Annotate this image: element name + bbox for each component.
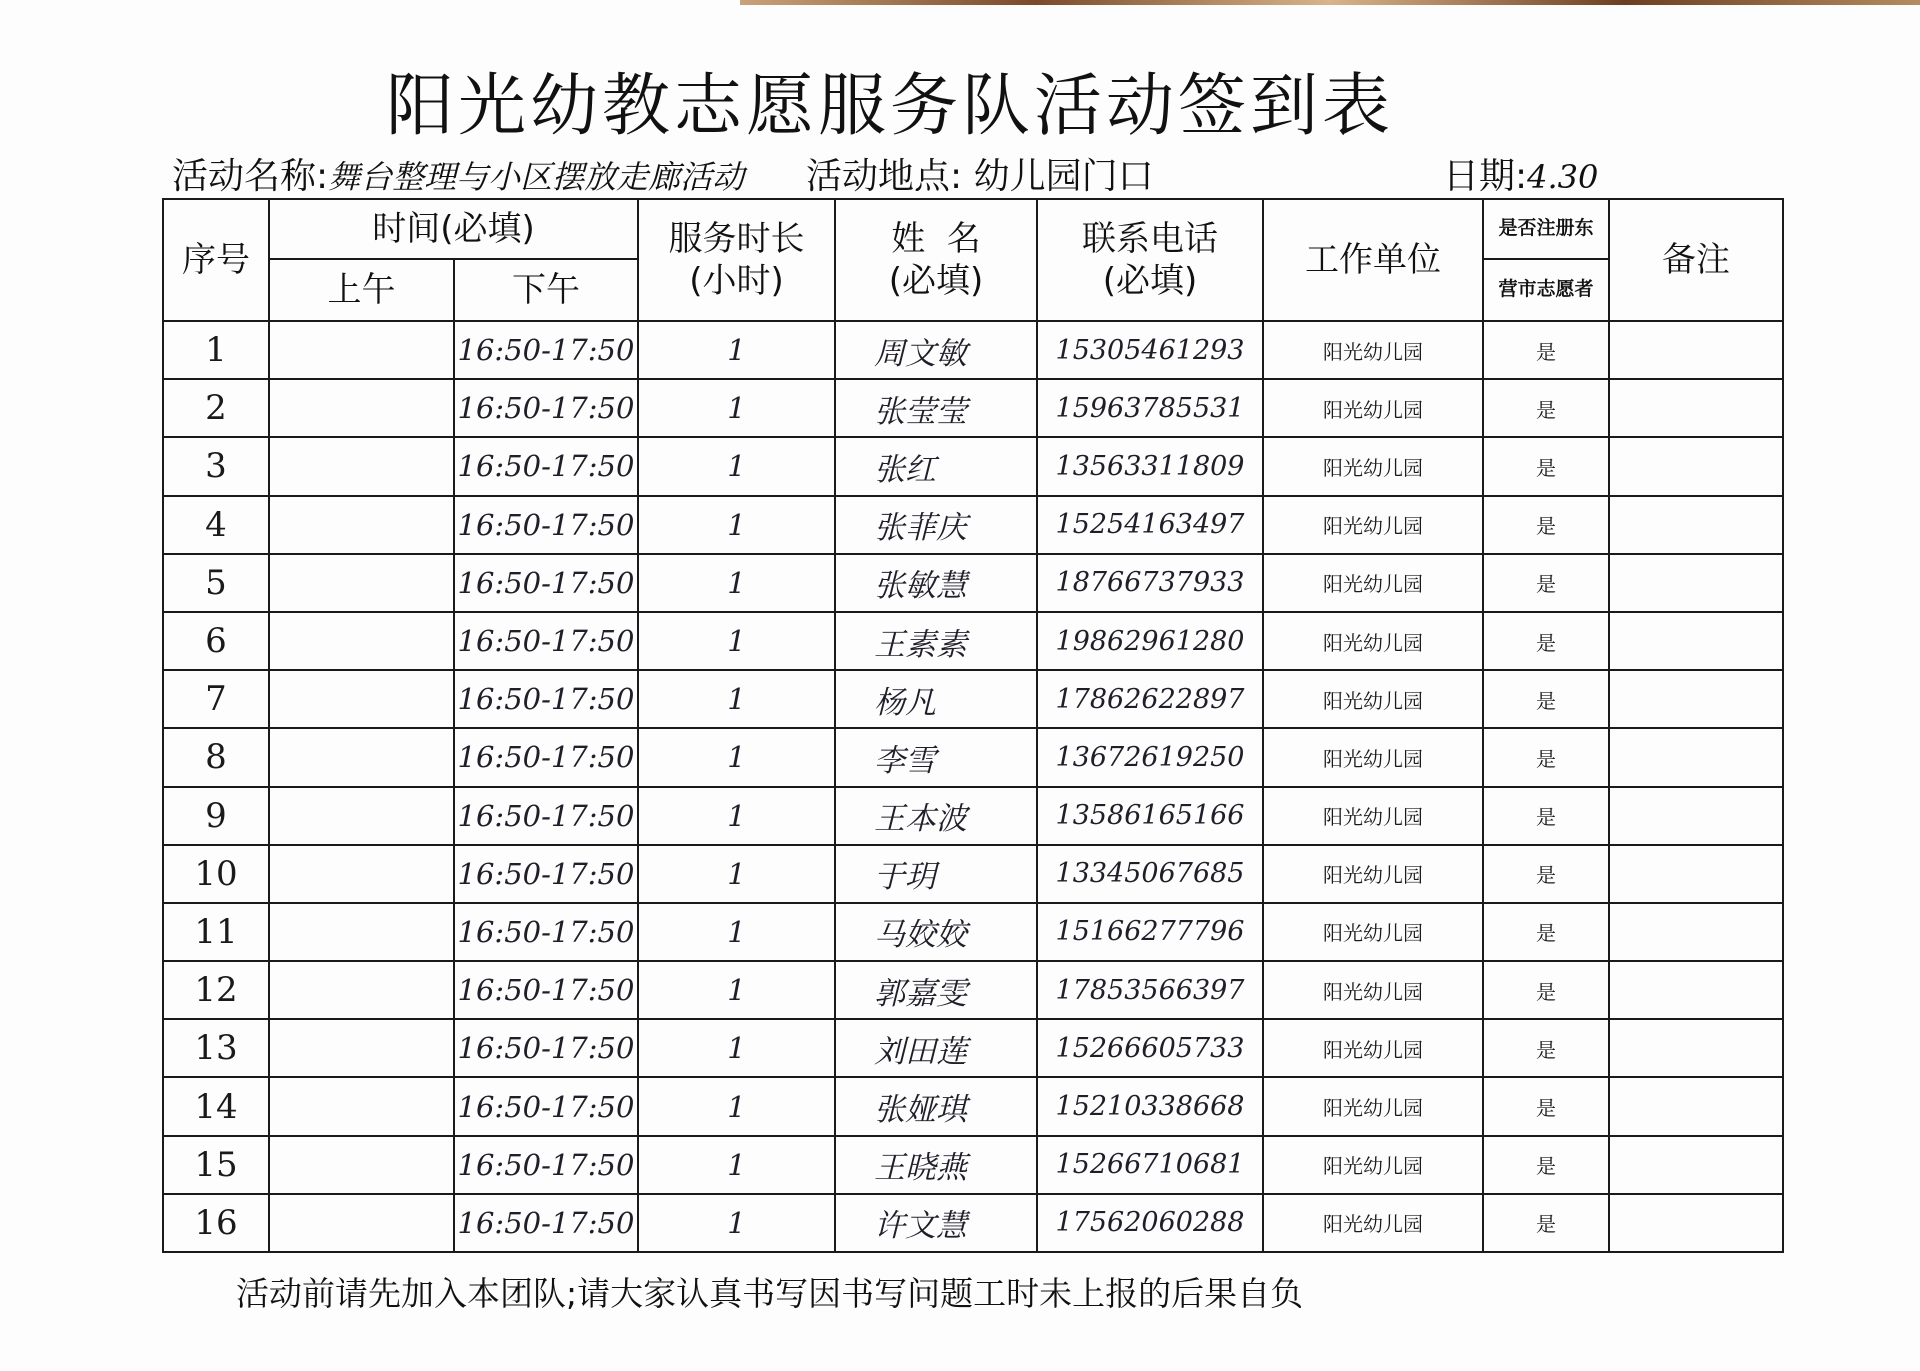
row-registered: 是 [1483,496,1609,554]
row-seq: 12 [163,961,269,1019]
date-line [1443,148,1598,199]
row-phone: 15210338668 [1037,1077,1263,1135]
row-volunteer-name: 杨凡 [835,670,1037,728]
row-phone: 15166277796 [1037,903,1263,961]
table-row [163,1136,1783,1194]
row-remarks [1609,554,1783,612]
sign-in-table [162,198,1784,1253]
row-volunteer-name: 王本波 [835,787,1037,845]
row-volunteer-name: 于玥 [835,845,1037,903]
date-label: 日期: [1443,156,1528,197]
row-service-hours: 1 [638,379,835,437]
row-remarks [1609,670,1783,728]
row-registered: 是 [1483,321,1609,379]
header-time: 时间(必填) [269,199,638,259]
paper-edge-shadow [740,0,1920,5]
row-seq: 9 [163,787,269,845]
table-row [163,787,1783,845]
row-afternoon-time: 16:50-17:50 [454,379,638,437]
row-remarks [1609,903,1783,961]
row-morning-time [269,787,454,845]
row-afternoon-time: 16:50-17:50 [454,1136,638,1194]
row-afternoon-time: 16:50-17:50 [454,612,638,670]
row-work-unit: 阳光幼儿园 [1263,612,1483,670]
row-registered: 是 [1483,787,1609,845]
row-afternoon-time: 16:50-17:50 [454,670,638,728]
row-work-unit: 阳光幼儿园 [1263,1194,1483,1252]
row-afternoon-time: 16:50-17:50 [454,437,638,495]
row-morning-time [269,670,454,728]
row-registered: 是 [1483,1019,1609,1077]
header-remarks: 备注 [1609,199,1783,321]
table-row [163,496,1783,554]
header-name [835,199,1037,321]
header-hours-line2: (小时) [689,261,784,301]
row-seq: 1 [163,321,269,379]
header-hours [638,199,835,321]
table-row [163,1194,1783,1252]
row-service-hours: 1 [638,437,835,495]
row-phone: 15266605733 [1037,1019,1263,1077]
row-volunteer-name: 王素素 [835,612,1037,670]
row-volunteer-name: 李雪 [835,728,1037,786]
row-seq: 16 [163,1194,269,1252]
table-row [163,903,1783,961]
row-service-hours: 1 [638,903,835,961]
header-name-line2: (必填) [888,261,984,301]
row-volunteer-name: 张敏慧 [835,554,1037,612]
row-morning-time [269,612,454,670]
header-afternoon: 下午 [454,259,638,321]
row-work-unit: 阳光幼儿园 [1263,961,1483,1019]
header-registered-line2: 营市志愿者 [1483,259,1609,321]
row-morning-time [269,903,454,961]
table-row [163,1077,1783,1135]
row-volunteer-name: 马姣姣 [835,903,1037,961]
header-hours-line1: 服务时长 [668,218,805,259]
row-seq: 3 [163,437,269,495]
row-afternoon-time: 16:50-17:50 [454,1019,638,1077]
row-morning-time [269,1194,454,1252]
row-work-unit: 阳光幼儿园 [1263,787,1483,845]
row-registered: 是 [1483,437,1609,495]
row-volunteer-name: 张菲庆 [835,496,1037,554]
row-registered: 是 [1483,1194,1609,1252]
activity-location-line [806,148,1154,199]
row-seq: 8 [163,728,269,786]
activity-name-value: 舞台整理与小区摆放走廊活动 [328,158,745,196]
row-morning-time [269,379,454,437]
row-seq: 5 [163,554,269,612]
row-phone: 18766737933 [1037,554,1263,612]
row-phone: 17853566397 [1037,961,1263,1019]
row-remarks [1609,728,1783,786]
row-registered: 是 [1483,612,1609,670]
row-work-unit: 阳光幼儿园 [1263,321,1483,379]
row-service-hours: 1 [638,670,835,728]
row-afternoon-time: 16:50-17:50 [454,903,638,961]
row-remarks [1609,1194,1783,1252]
footer-note: 活动前请先加入本团队;请大家认真书写因书写问题工时未上报的后果自负 [236,1274,1304,1313]
row-morning-time [269,1136,454,1194]
row-service-hours: 1 [638,787,835,845]
header-registered-line1: 是否注册东 [1483,199,1609,259]
row-volunteer-name: 周文敏 [835,321,1037,379]
activity-location-value: 幼儿园门口 [973,156,1154,197]
row-remarks [1609,1077,1783,1135]
row-volunteer-name: 郭嘉雯 [835,961,1037,1019]
table-row [163,961,1783,1019]
table-row [163,728,1783,786]
page-title: 阳光幼教志愿服务队活动签到表 [385,67,1394,146]
row-work-unit: 阳光幼儿园 [1263,670,1483,728]
row-seq: 4 [163,496,269,554]
row-work-unit: 阳光幼儿园 [1263,1077,1483,1135]
row-morning-time [269,961,454,1019]
header-phone-line1: 联系电话 [1082,218,1218,259]
row-phone: 13672619250 [1037,728,1263,786]
row-remarks [1609,437,1783,495]
row-afternoon-time: 16:50-17:50 [454,554,638,612]
table-row [163,1019,1783,1077]
row-afternoon-time: 16:50-17:50 [454,787,638,845]
table-body [163,321,1783,1252]
row-registered: 是 [1483,379,1609,437]
row-service-hours: 1 [638,1136,835,1194]
row-work-unit: 阳光幼儿园 [1263,845,1483,903]
row-registered: 是 [1483,1136,1609,1194]
table-row [163,321,1783,379]
row-registered: 是 [1483,1077,1609,1135]
row-morning-time [269,728,454,786]
row-work-unit: 阳光幼儿园 [1263,728,1483,786]
activity-name-label: 活动名称: [172,156,329,197]
row-morning-time [269,321,454,379]
row-service-hours: 1 [638,1077,835,1135]
row-work-unit: 阳光幼儿园 [1263,1136,1483,1194]
row-registered: 是 [1483,554,1609,612]
row-seq: 15 [163,1136,269,1194]
row-service-hours: 1 [638,554,835,612]
row-phone: 15254163497 [1037,496,1263,554]
row-remarks [1609,787,1783,845]
row-seq: 10 [163,845,269,903]
row-phone: 19862961280 [1037,612,1263,670]
row-seq: 11 [163,903,269,961]
row-phone: 13345067685 [1037,845,1263,903]
header-phone [1037,199,1263,321]
row-work-unit: 阳光幼儿园 [1263,496,1483,554]
row-service-hours: 1 [638,1194,835,1252]
header-name-line1: 姓 名 [891,218,981,259]
table-row [163,379,1783,437]
row-service-hours: 1 [638,321,835,379]
row-phone: 17862622897 [1037,670,1263,728]
row-afternoon-time: 16:50-17:50 [454,321,638,379]
row-morning-time [269,845,454,903]
row-seq: 2 [163,379,269,437]
row-seq: 6 [163,612,269,670]
row-afternoon-time: 16:50-17:50 [454,496,638,554]
row-remarks [1609,1136,1783,1194]
row-morning-time [269,437,454,495]
row-phone: 13586165166 [1037,787,1263,845]
row-remarks [1609,321,1783,379]
header-morning: 上午 [269,259,454,321]
header-unit: 工作单位 [1263,199,1483,321]
row-morning-time [269,1019,454,1077]
row-morning-time [269,496,454,554]
row-morning-time [269,1077,454,1135]
table-row [163,612,1783,670]
row-morning-time [269,554,454,612]
row-service-hours: 1 [638,612,835,670]
header-seq: 序号 [163,199,269,321]
row-remarks [1609,961,1783,1019]
table-row [163,437,1783,495]
row-volunteer-name: 许文慧 [835,1194,1037,1252]
row-work-unit: 阳光幼儿园 [1263,437,1483,495]
row-registered: 是 [1483,903,1609,961]
row-volunteer-name: 张娅琪 [835,1077,1037,1135]
row-remarks [1609,496,1783,554]
row-afternoon-time: 16:50-17:50 [454,961,638,1019]
row-work-unit: 阳光幼儿园 [1263,379,1483,437]
table-row [163,670,1783,728]
row-afternoon-time: 16:50-17:50 [454,728,638,786]
row-work-unit: 阳光幼儿园 [1263,1019,1483,1077]
row-volunteer-name: 王晓燕 [835,1136,1037,1194]
row-phone: 13563311809 [1037,437,1263,495]
row-volunteer-name: 张红 [835,437,1037,495]
activity-name-line [172,148,744,199]
row-phone: 15305461293 [1037,321,1263,379]
row-registered: 是 [1483,670,1609,728]
row-remarks [1609,379,1783,437]
table-header-row-1 [163,199,1783,259]
row-remarks [1609,1019,1783,1077]
activity-location-label: 活动地点: [806,156,963,197]
row-service-hours: 1 [638,496,835,554]
row-phone: 17562060288 [1037,1194,1263,1252]
date-value: 4.30 [1527,158,1599,196]
header-phone-line2: (必填) [1102,261,1198,301]
row-phone: 15266710681 [1037,1136,1263,1194]
row-registered: 是 [1483,728,1609,786]
row-service-hours: 1 [638,961,835,1019]
row-afternoon-time: 16:50-17:50 [454,845,638,903]
row-seq: 7 [163,670,269,728]
row-remarks [1609,845,1783,903]
row-afternoon-time: 16:50-17:50 [454,1194,638,1252]
row-seq: 14 [163,1077,269,1135]
row-seq: 13 [163,1019,269,1077]
row-volunteer-name: 张莹莹 [835,379,1037,437]
row-work-unit: 阳光幼儿园 [1263,554,1483,612]
row-service-hours: 1 [638,845,835,903]
row-afternoon-time: 16:50-17:50 [454,1077,638,1135]
row-remarks [1609,612,1783,670]
row-registered: 是 [1483,961,1609,1019]
row-work-unit: 阳光幼儿园 [1263,903,1483,961]
row-registered: 是 [1483,845,1609,903]
table-row [163,845,1783,903]
row-service-hours: 1 [638,728,835,786]
row-volunteer-name: 刘田莲 [835,1019,1037,1077]
row-phone: 15963785531 [1037,379,1263,437]
table-row [163,554,1783,612]
row-service-hours: 1 [638,1019,835,1077]
